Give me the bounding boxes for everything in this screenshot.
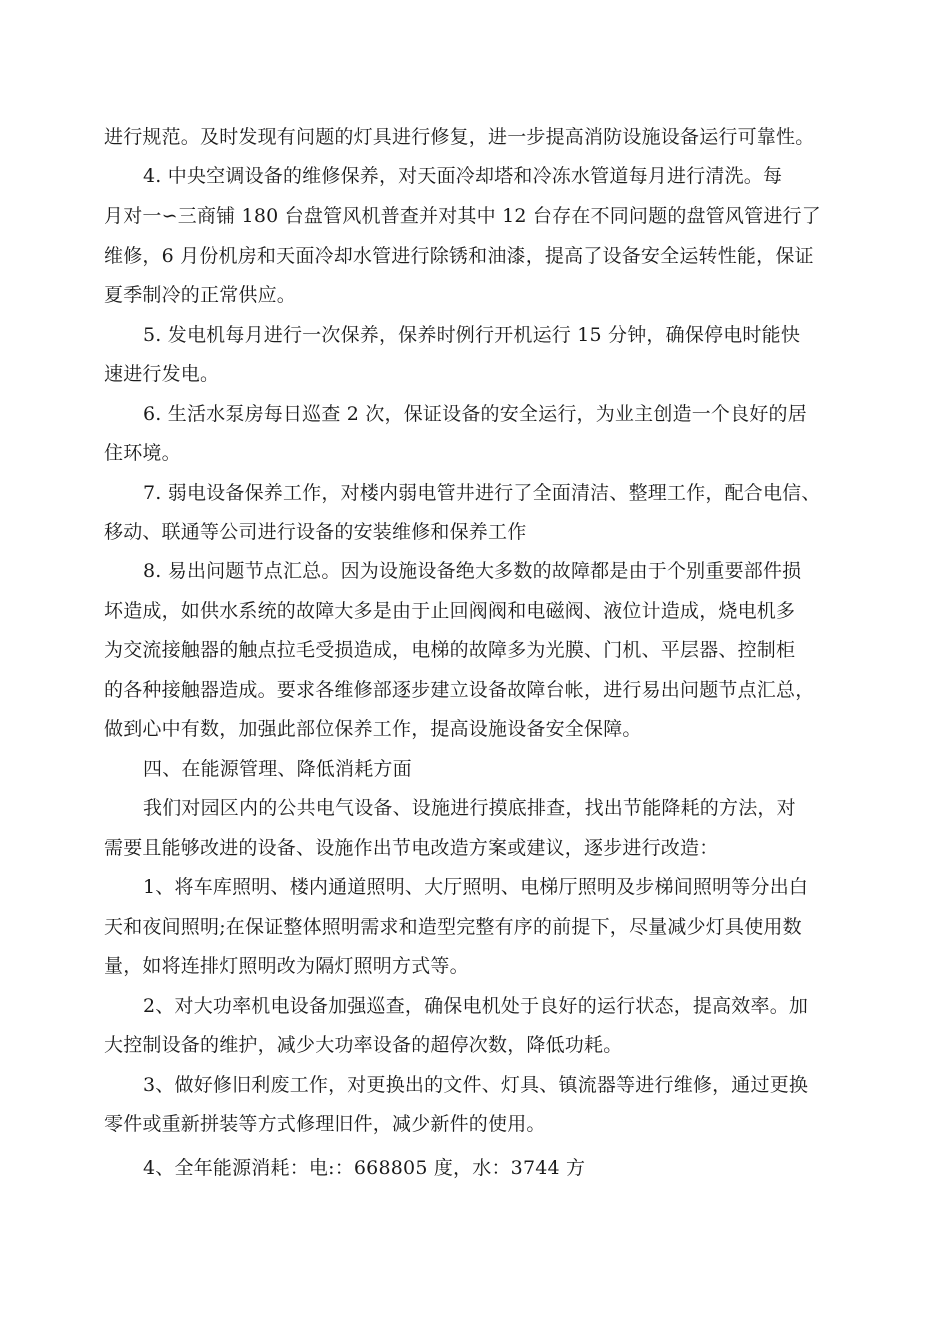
text-line: 大控制设备的维护，减少大功率设备的超停次数，降低功耗。 — [104, 1034, 623, 1056]
text-line: 7. 弱电设备保养工作，对楼内弱电管井进行了全面清洁、整理工作，配合电信、 — [143, 482, 821, 504]
text-line: 4. 中央空调设备的维修保养，对天面冷却塔和冷冻水管道每月进行清洗。每 — [143, 165, 783, 187]
text-line: 1、将车库照明、楼内通道照明、大厅照明、电梯厅照明及步梯间照明等分出白 — [143, 876, 809, 898]
text-line: 零件或重新拼装等方式修理旧件，减少新件的使用。 — [104, 1113, 546, 1135]
text-line: 住环境。 — [104, 442, 181, 464]
text-line: 的各种接触器造成。要求各维修部逐步建立设备故障台帐，进行易出问题节点汇总， — [104, 679, 815, 701]
text-line: 6. 生活水泵房每日巡查 2 次，保证设备的安全运行，为业主创造一个良好的居 — [143, 403, 807, 425]
text-line: 月对一∽三商铺 180 台盘管风机普查并对其中 12 台存在不同问题的盘管风管进行了 — [104, 205, 821, 227]
text-line: 天和夜间照明;在保证整体照明需求和造型完整有序的前提下，尽量减少灯具使用数 — [104, 916, 802, 938]
text-line: 为交流接触器的触点拉毛受损造成，电梯的故障多为光膜、门机、平层器、控制柜 — [104, 639, 796, 661]
text-line: 维修，6 月份机房和天面冷却水管进行除锈和油漆，提高了设备安全运转性能，保证 — [104, 245, 814, 267]
text-line: 2、对大功率机电设备加强巡查，确保电机处于良好的运行状态，提高效率。加 — [143, 995, 809, 1017]
text-line: 移动、联通等公司进行设备的安装维修和保养工作 — [104, 521, 527, 543]
section-heading: 四、在能源管理、降低消耗方面 — [143, 758, 412, 780]
text-line: 我们对园区内的公共电气设备、设施进行摸底排查，找出节能降耗的方法，对 — [143, 797, 796, 819]
text-line: 8. 易出问题节点汇总。因为设施设备绝大多数的故障都是由于个别重要部件损 — [143, 560, 802, 582]
text-line: 量，如将连排灯照明改为隔灯照明方式等。 — [104, 955, 469, 977]
text-line: 4、全年能源消耗：电:：668805 度，水：3744 方 — [143, 1157, 586, 1179]
text-line: 速进行发电。 — [104, 363, 220, 385]
text-line: 5. 发电机每月进行一次保养，保养时例行开机运行 15 分钟，确保停电时能快 — [143, 324, 801, 346]
text-line: 需要且能够改进的设备、设施作出节电改造方案或建议，逐步进行改造： — [104, 837, 719, 859]
text-line: 做到心中有数，加强此部位保养工作，提高设施设备安全保障。 — [104, 718, 642, 740]
text-line: 坏造成，如供水系统的故障大多是由于止回阀阀和电磁阀、液位计造成，烧电机多 — [104, 600, 796, 622]
text-line: 进行规范。及时发现有问题的灯具进行修复，进一步提高消防设施设备运行可靠性。 — [104, 126, 815, 148]
text-line: 夏季制冷的正常供应。 — [104, 284, 297, 306]
text-line: 3、做好修旧利废工作，对更换出的文件、灯具、镇流器等进行维修，通过更换 — [143, 1074, 809, 1096]
